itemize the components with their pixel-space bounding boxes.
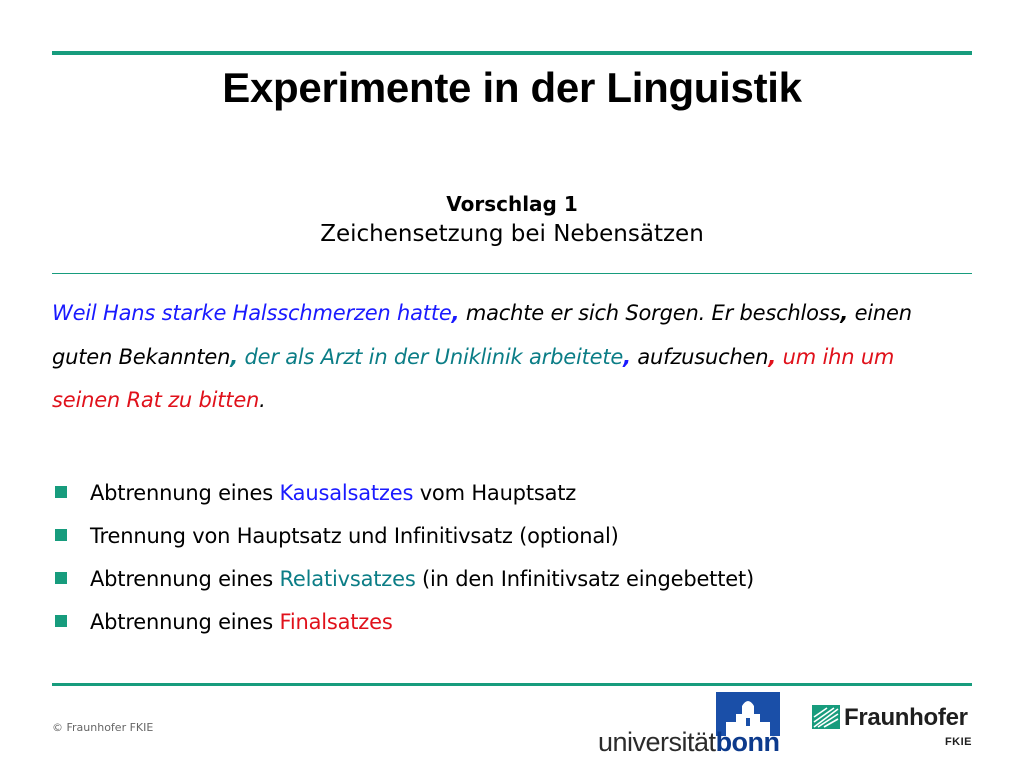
causal-clause: Weil Hans starke Halsschmerzen hatte — [52, 301, 452, 325]
infinitive-verb: aufzusuchen — [630, 344, 769, 369]
fraunhofer-logo — [812, 705, 974, 755]
sentence-end: . — [259, 388, 266, 412]
bullet-highlight: Kausalsatzes — [279, 481, 414, 505]
bullet-list — [52, 472, 972, 644]
comma-relative-start: , — [230, 344, 238, 369]
bullet-text: Abtrennung eines — [90, 610, 280, 634]
subtitle-block — [52, 190, 972, 250]
copyright-text: © Fraunhofer FKIE — [52, 721, 154, 734]
bottom-rule — [52, 683, 972, 686]
bullet-square-icon — [55, 529, 67, 541]
fraunhofer-name: Fraunhofer — [844, 704, 968, 731]
comma-relative-end: , — [623, 344, 631, 369]
bullet-text-rest: (in den Infinitivsatz eingebettet) — [415, 567, 754, 591]
bonn-wordmark-bold: bonn — [715, 727, 780, 757]
bullet-item — [52, 472, 972, 515]
relative-clause: der als Arzt in der Uniklinik arbeitete — [238, 344, 624, 369]
bullet-text: Abtrennung eines — [90, 481, 280, 505]
infinitive-object: einen guten Bekannten — [52, 301, 912, 369]
top-rule — [52, 51, 972, 55]
example-sentence — [52, 292, 952, 423]
bullet-item — [52, 515, 972, 558]
fraunhofer-mark-icon — [812, 705, 840, 729]
bullet-text-rest: vom Hauptsatz — [413, 481, 577, 505]
bullet-highlight: Finalsatzes — [279, 610, 393, 634]
bullet-item — [52, 601, 972, 644]
comma-causal: , — [451, 301, 460, 325]
bullet-square-icon — [55, 572, 67, 584]
subtitle-text: Zeichensetzung bei Nebensätzen — [320, 221, 704, 247]
bullet-text: Abtrennung eines — [90, 567, 280, 591]
fraunhofer-unit: FKIE — [944, 736, 972, 748]
main-clause: machte er sich Sorgen. Er beschloss — [459, 301, 841, 325]
bonn-wordmark — [598, 727, 780, 757]
bullet-item — [52, 558, 972, 601]
bullet-square-icon — [55, 615, 67, 627]
final-clause: um ihn um seinen Rat zu bitten — [52, 344, 895, 412]
section-divider — [52, 273, 972, 274]
bullet-highlight: Relativsatzes — [279, 567, 416, 591]
slide-title: Experimente in der Linguistik — [222, 64, 802, 111]
bullet-square-icon — [55, 486, 67, 498]
university-bonn-logo — [598, 692, 784, 762]
comma-final: , — [768, 344, 777, 369]
comma-infinitive: , — [840, 301, 849, 325]
bullet-text: Trennung von Hauptsatz und Infinitivsatz (optional) — [90, 524, 619, 548]
bonn-wordmark-light: universität — [598, 727, 716, 757]
subtitle-bold: Vorschlag 1 — [446, 192, 578, 216]
